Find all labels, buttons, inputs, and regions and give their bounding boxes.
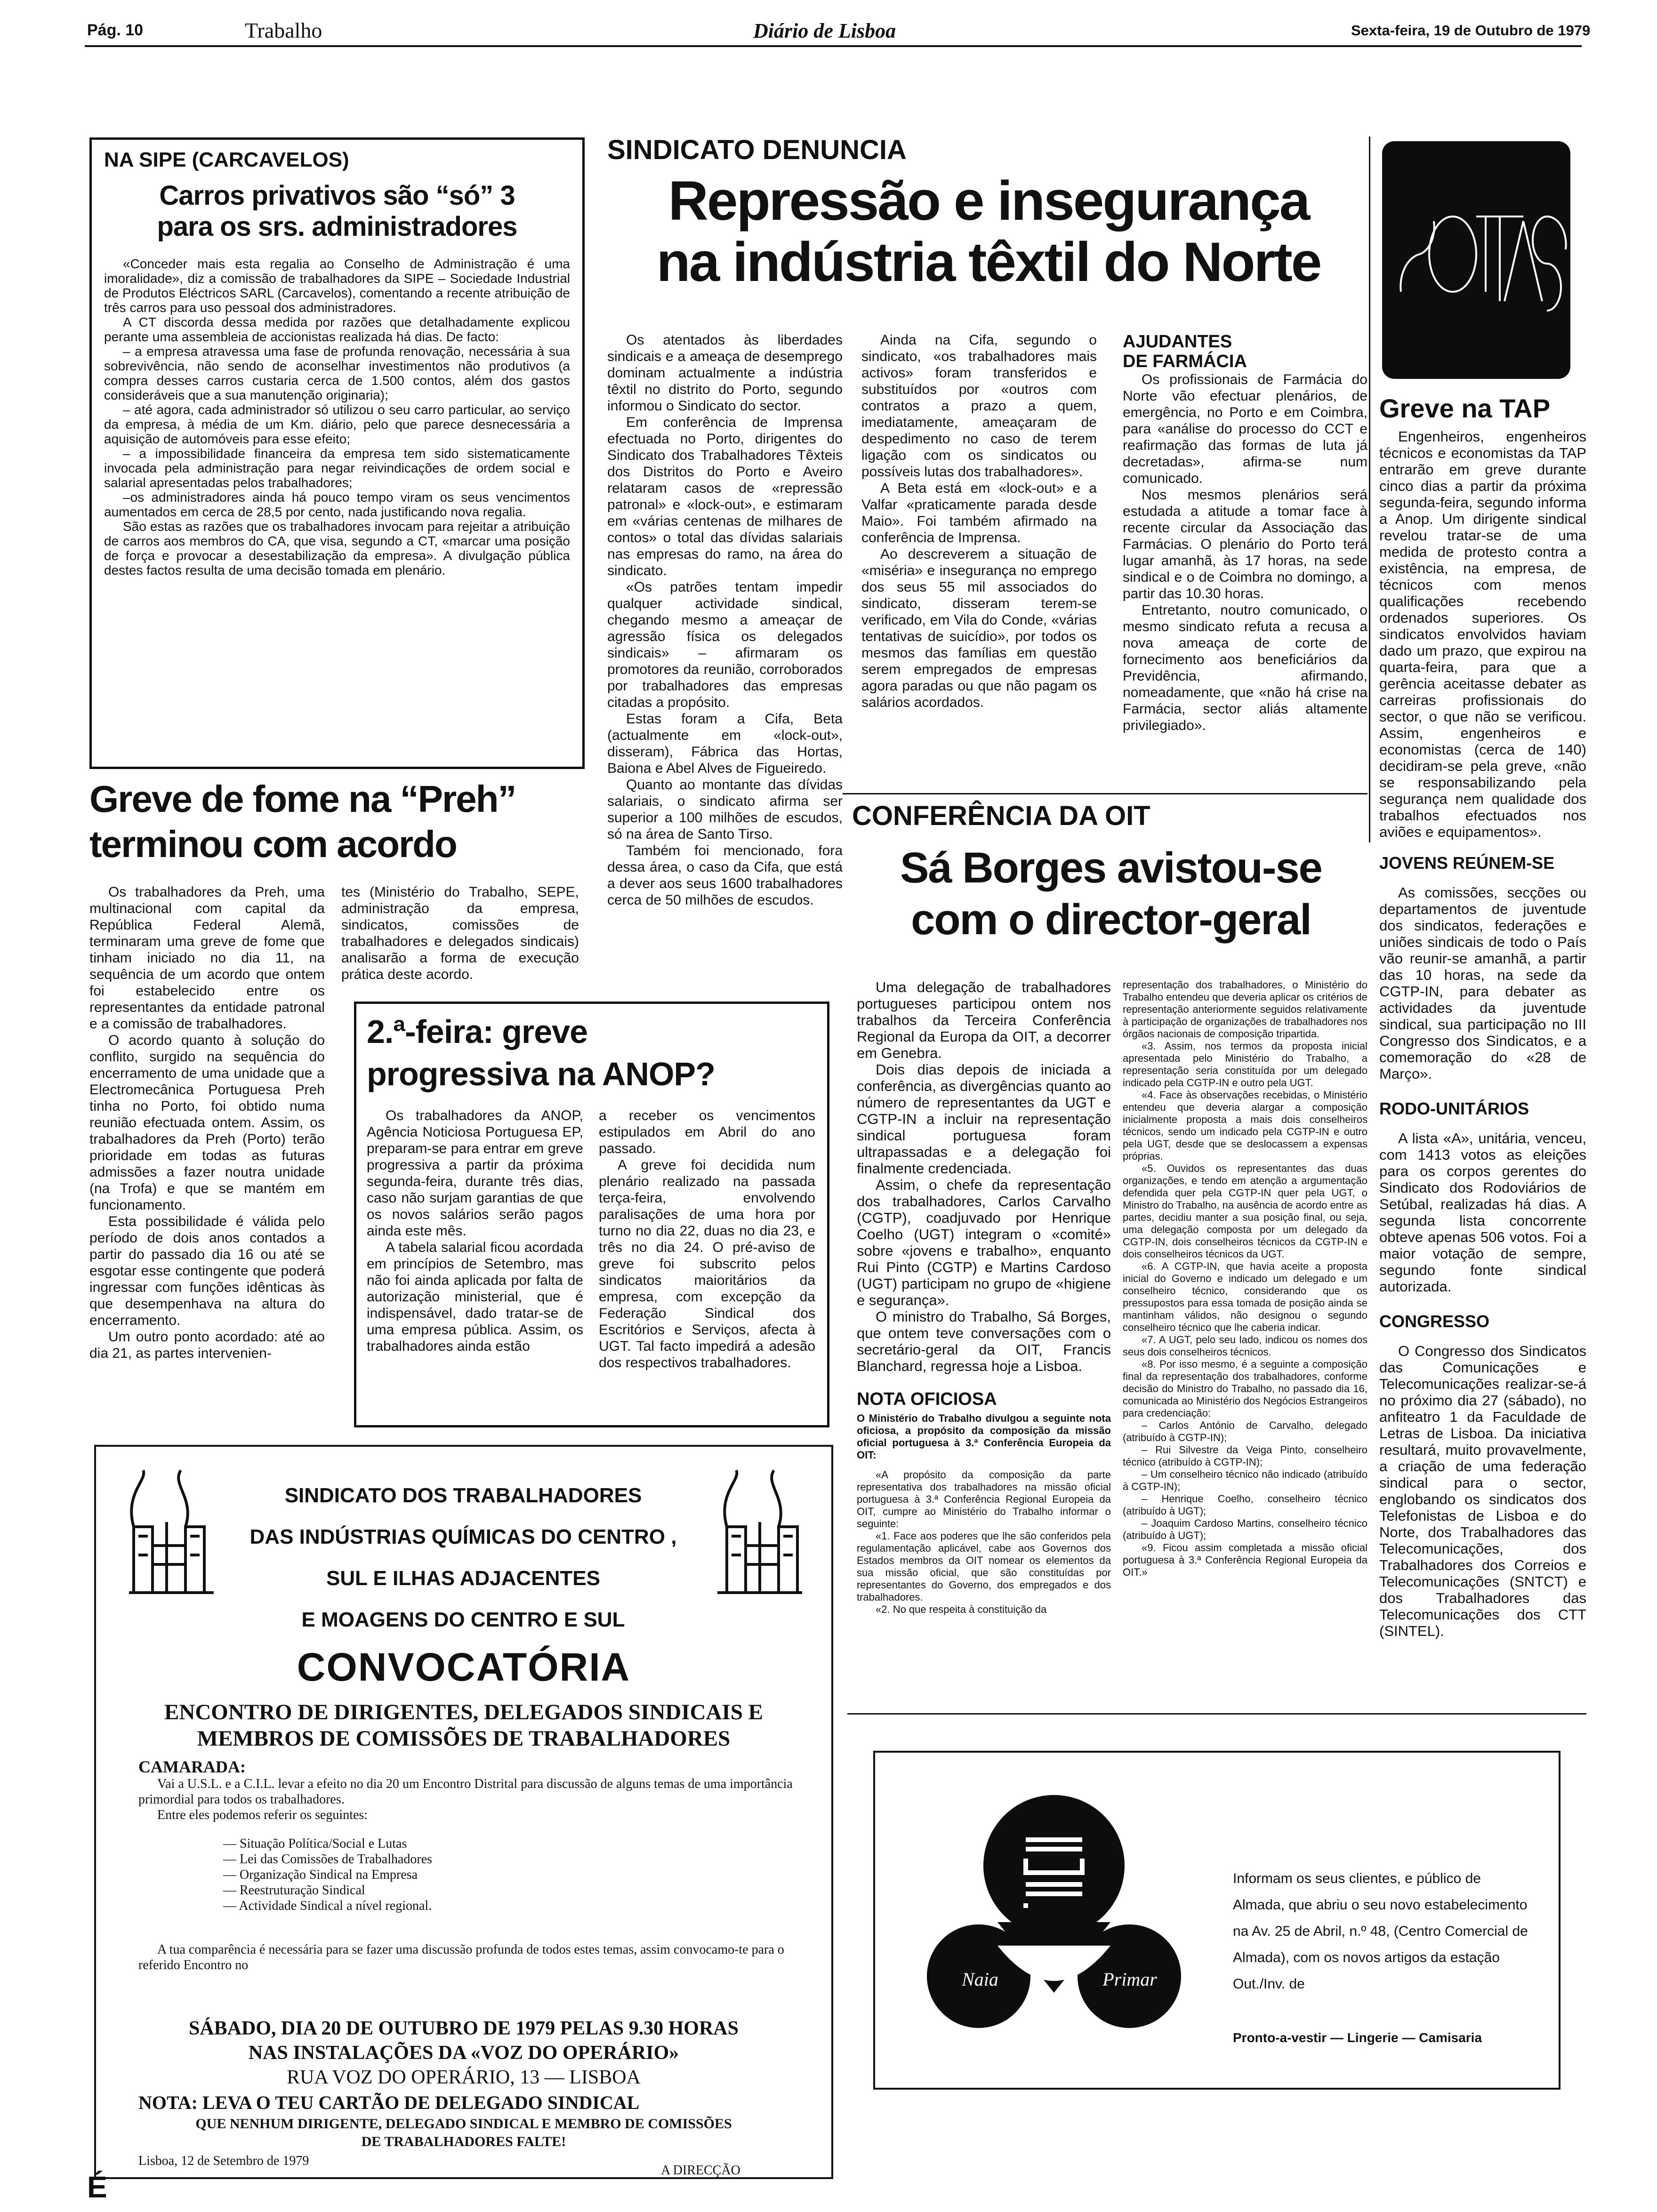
factory-icon [713,1466,812,1597]
brand-primar: Primar [1102,1969,1157,1990]
paragraph: O ministro do Trabalho, Sá Borges, que ontem teve conversações com o secretário-geral da OIT, Francis Blanchard, regressa hoje a Lisboa. [857,1308,1111,1374]
paragraph: «Os patrões tentam impedir qualquer actividade sindical, chegando mesmo a ameaçar de agressão física os delegados sindicais» – afirmaram os promotores da reunião, corroborados por trabalhadores das empresas citadas a propósito. [607,579,843,710]
nota-title: NOTA OFICIOSA [857,1389,997,1409]
closing-line2: DE TRABALHADORES FALTE! [361,2134,566,2149]
sipe-body [104,256,570,577]
closing-line1: QUE NENHUM DIRIGENTE, DELEGADO SINDICAL E MEMBRO DE COMISSÕES [195,2116,732,2132]
jovens-title: JOVENS REÚNEM-SE [1379,853,1555,873]
sipe-title-line2: para os srs. administradores [157,211,517,242]
paragraph: – a impossibilidade financeira da empresa tem sido sistematicamente invocada pela administração para negar reivindicações de ordem social e salarial apresentadas pelos trabalhadores; [104,446,570,490]
preh-col2 [341,884,579,983]
convocatoria-body [138,1757,797,1973]
paragraph: Estas foram a Cifa, Beta (actualmente em «lock-out», disseram), Fábrica das Hortas, Baiona e Abel Alves de Figueiredo. [607,711,843,776]
camarada-label: CAMARADA: [138,1757,246,1776]
farmacia-kicker-line1: AJUDANTES [1123,332,1232,352]
meeting-details [96,2016,831,2090]
meeting-when: SÁBADO, DIA 20 DE OUTUBRO DE 1979 PELAS 9.30 HORAS [188,2018,739,2039]
preh-col1 [89,884,325,1362]
page-number: Pág. 10 [87,21,144,39]
farmacia-body [1123,371,1367,734]
naia-primar-ad [873,1751,1560,2090]
list-item: — Organização Sindical na Empresa [223,1867,418,1882]
closing-appeal [96,2115,831,2151]
ad-tagline: Pronto-a-vestir — Lingerie — Camisaria [1233,2030,1482,2045]
jovens-body: As comissões, secções ou departamentos de juventude dos sindicatos, federações e uniões sindicais de todo o País vão reunir-se amanhã, a partir das 10 horas, na sede da CGTP-IN, para debater as actividades da juventude sindical, sua participação no III Congresso dos Sindicatos, e a comemoração do «28 de Março». [1379,884,1586,1082]
sipe-kicker: NA SIPE (CARCAVELOS) [104,148,349,171]
paragraph: Em conferência de Imprensa efectuada no Porto, dirigentes do Sindicato dos Trabalhadores Têxteis dos Distritos do Porto e Aveiro relataram casos de «repressão patronal» e «lock-out», e estimaram em «várias centenas de milhares de contos» o total das dívidas salariais nas empresas do ramo, na área do sindicato. [607,415,843,578]
textil-title [607,170,1370,293]
paragraph: – a empresa atravessa uma fase de profunda renovação, necessária à sua sobrevivência, não sendo de aconselhar investimentos não produtivos (a compra desses carros custaria cerca de 1.500 contos, além dos gastos consideráveis que a sua manutenção originaria); [104,344,570,402]
rodo-title: RODO-UNITÁRIOS [1379,1099,1529,1118]
paragraph: Dois dias depois de iniciada a conferência, as divergências quanto ao número de representantes da UGT e CGTP-IN a incluir na representação sindical portuguesa foram ultrapassadas e a delegação foi finalmente credenciada. [857,1061,1111,1177]
appeal-text: A tua comparência é necessária para se fazer uma discussão profunda de todos estes temas, assim convocamo-te para o referido Encontro no [138,1942,784,1972]
union-line4: E MOAGENS DO CENTRO E SUL [301,1608,625,1631]
oit-col2 [1123,979,1367,1579]
convocatoria-title: CONVOCATÓRIA [297,1645,631,1689]
rodo-body: A lista «A», unitária, venceu, com 1413 votos as eleições para os corpos gerentes do Sindicato dos Rodoviários de Setúbal, realizadas há dias. A segunda lista concorrente obteve apenas 506 votos. Foi a maior votação de sempre, segundo fonte sindical autorizada. [1379,1130,1586,1295]
anop-col2 [599,1107,815,1371]
paragraph: «3. Assim, nos termos da proposta inicial apresentada pelo Ministério do Trabalho, a representação seria constituída por um delegado indicado pela CGTP-IN e outro pela UGT. [1123,1040,1367,1089]
nota-body [857,1469,1111,1616]
intro-text: Vai a U.S.L. e a C.I.L. levar a efeito no dia 20 um Encontro Distrital para discussão de alguns temas de uma importância primordial para todos os trabalhadores. [138,1777,793,1807]
nota-line: NOTA: LEVA O TEU CARTÃO DE DELEGADO SINDICAL [138,2092,640,2113]
paragraph: Os profissionais de Farmácia do Norte vão efectuar plenários, de emergência, no Porto e em Coimbra, para «análise do processo do CCT e reafirmação das formas de luta já decretadas», afirma-se num comunicado. [1123,372,1367,486]
oit-article [852,800,1370,1615]
naia-primar-logo [922,1790,1186,2044]
paragraph: Uma delegação de trabalhadores portugueses participou ontem nos trabalhos da Terceira Conferência Regional da Europa da OIT, a decorrer em Genebra. [857,979,1111,1061]
list-item: — Reestruturação Sindical [223,1883,365,1898]
paragraph: – até agora, cada administrador só utilizou o seu carro particular, ao serviço da empresa, à média de um Km. diário, pelo que parece desnecessária a aquisição de automóveis para esse efeito; [104,402,570,446]
section-name: Trabalho [245,18,322,42]
anop-article [354,1002,829,1427]
meeting-where: NAS INSTALAÇÕES DA «VOZ DO OPERÁRIO» [248,2042,679,2064]
convocatoria-subtitle [96,1699,831,1752]
letter-date: Lisboa, 12 de Setembro de 1979 [138,2154,309,2168]
paragraph: «5. Ouvidos os representantes das duas organizações, e tendo em atenção a argumentação defendida quer pela CGTP-IN quer pela UGT, o Ministro do Trabalho, na ausência de acordo entre as partes, decidiu manter a sua posição final, ou seja, uma delegação composta por um delegado da CGTP-IN, dois conselheiros técnicos da CGTP-IN e dois conselheiros técnicos da UGT. [1123,1162,1367,1260]
paragraph: –os administradores ainda há pouco tempo viram os seus vencimentos aumentados em cerca de 28,5 por cento, nada justificando nova regalia. [104,490,570,519]
farmacia-kicker [1123,332,1367,371]
paper-name: Diário de Lisboa [753,19,896,42]
anop-title [367,1010,817,1095]
paragraph: Ainda na Cifa, segundo o sindicato, «os trabalhadores mais activos» foram transferidos e substituídos por «outros com contratos a prazo a quem, imediatamente, ameaçaram de despedimento no caso de terem ligação com os sindicatos ou possíveis lutas dos trabalhadores». [861,332,1097,480]
sipe-title-line1: Carros privativos são “só” 3 [159,180,515,211]
paragraph: A tabela salarial ficou acordada em princípios de Setembro, mas não foi ainda aplicada por falta de autorização ministerial, que é indispensável, dado tratar-se de uma empresa pública. Assim, os trabalhadores ainda estão [367,1240,583,1354]
soltas-logo [1382,141,1570,379]
union-line2: DAS INDÚSTRIAS QUÍMICAS DO CENTRO , [249,1525,677,1548]
preh-title [89,777,579,867]
list-item: — Lei das Comissões de Trabalhadores [223,1852,433,1867]
anop-col1 [367,1107,583,1354]
intro-text-2: Entre eles podemos referir os seguintes: [157,1808,368,1822]
union-line3: SUL E ILHAS ADJACENTES [326,1567,600,1590]
union-name [218,1475,708,1641]
soltas-logo-text: SOLTAS [1382,141,1384,142]
brand-naia: Naia [962,1969,998,1990]
footer-mark: É [87,2170,107,2204]
oit-title-line2: com o director-geral [911,896,1311,944]
textil-col2 [861,332,1097,711]
congresso-title: CONGRESSO [1379,1312,1490,1331]
congresso-body: O Congresso dos Sindicatos das Comunicações e Telecomunicações realizar-se-á no próximo dia 27 (sábado), no anfiteatro 1 da Faculdade de Letras de Lisboa. Da iniciativa resultará, muito provavelmente, a criação de uma federação sindical para o sector, englobando os sindicatos dos Telefonistas de Lisboa e do Norte, dos Trabalhadores das Telecomunicações, dos Trabalhadores dos Correios e Telecomunicações (SNTCT) e dos Trabalhadores das Telecomunicações dos CTT (SINTEL). [1379,1343,1586,1639]
paragraph: Um outro ponto acordado: até ao dia 21, as partes intervenien- [89,1329,325,1361]
paragraph: A CT discorda dessa medida por razões que detalhadamente explicou perante uma assembleia de accionistas realizada há dias. De facto: [104,315,570,344]
oit-top-rule [843,793,1367,794]
sipe-title [104,180,570,242]
paragraph: representação dos trabalhadores, o Ministério do Trabalho entendeu que deveria aplicar os critérios de representação anteriormente seguidos relativamente à participação de organizações de trabalhadores nos órgãos nacionais de composição tripartida. [1123,979,1367,1040]
anop-title-line1: 2.ª-feira: greve [367,1013,588,1050]
textil-title-line1: Repressão e insegurança [668,170,1309,232]
farmacia-kicker-line2: DE FARMÁCIA [1123,352,1247,371]
anop-title-line2: progressiva na ANOP? [367,1056,715,1092]
paragraph: Quanto ao montante das dívidas salariais, o sindicato afirma ser superior a 100 milhões de escudos, só na área de Santo Tirso. [607,777,843,842]
topics-list [223,1836,797,1914]
paragraph: Assim, o chefe da representação dos trabalhadores, Carlos Carvalho (CGTP), coadjuvado por Henrique Coelho (UGT) integram o «comité» sobre «jovens e trabalho», enquanto Rui Pinto (CGTP) e Martins Cardoso (UGT) participam no grupo de «higiene e segurança». [857,1177,1111,1308]
paragraph: «4. Face às observações recebidas, o Ministério entendeu que deveria alargar a composição inicialmente proposta a mais dois conselheiros técnicos, sendo um indicado pela CGTP-IN e outro pela UGT, desde que se deslocassem a expensas próprias. [1123,1089,1367,1162]
paragraph: São estas as razões que os trabalhadores invocam para rejeitar a atribuição de carros aos membros do CA, que visa, segundo a CT, «marcar uma posição de força e provocar a desestabilização da empresa». A divulgação pública destes factos resulta de uma decisão tomada em plenário. [104,519,570,577]
paragraph: «1. Face aos poderes que lhe são conferidos pela regulamentação aplicável, cabe aos Governos dos Estados membros da OIT nomear os elementos da sua missão oficial, que são constituídas por representantes do Governo, dos empregados e dos trabalhadores. [857,1530,1111,1603]
paragraph: «6. A CGTP-IN, que havia aceite a proposta inicial do Governo e indicado um delegado e um conselheiro técnico, considerando que os pressupostos para essa tomada de posição ainda se mantinham válidos, não designou o segundo conselheiro técnico que lhe caberia indicar. [1123,1260,1367,1333]
paragraph: Os trabalhadores da Preh, uma multinacional com capital da República Federal Alemã, terminaram uma greve de fome que tinham iniciado no dia 11, na sequência de um acordo que ontem foi estabelecido entre os representantes da entidade patronal e a comissão de trabalhadores. [89,884,325,1032]
oit-kicker: CONFERÊNCIA DA OIT [852,801,1150,831]
preh-title-line1: Greve de fome na “Preh” [89,778,516,820]
column-divider [1369,136,1370,842]
paragraph: Entretanto, noutro comunicado, o mesmo sindicato refuta a recusa a nova ameaça de corte de fornecimento aos beneficiários da Previdência, afirmando, nomeadamente, que «não há crise na Farmácia, sector aliás altamente privilegiado». [1123,602,1367,733]
paragraph: – Carlos António de Carvalho, delegado (atribuído à CGTP-IN); [1123,1419,1367,1443]
paragraph: O acordo quanto à solução do conflito, surgido na sequência do encerramento de uma unidade que a Electromecânica Portuguesa Preh tinha no Porto, foi obtido numa reunião efectuada ontem. Assim, os trabalhadores da Preh (Porto) terão prioridade em todas as futuras admissões a fazer noutra unidade (na Trofa) e que se mantém em funcionamento. [89,1033,325,1213]
paragraph: «8. Por isso mesmo, é a seguinte a composição final da representação dos trabalhadores, conforme decisão do Ministro do Trabalho, no passado dia 16, comunicada ao Ministério dos Negócios Estrangeiros para credenciação: [1123,1358,1367,1419]
paragraph: «9. Ficou assim completada a missão oficial portuguesa à 3.ª Conferência Regional Europeia da OIT.» [1123,1542,1367,1578]
paragraph: Também foi mencionado, fora dessa área, o caso da Cifa, que está a dever aos seus 1600 trabalhadores cerca de 50 milhões de escudos. [607,843,843,908]
union-line1: SINDICATO DOS TRABALHADORES [284,1484,642,1507]
ad-text: Informam os seus clientes, e público de Almada, que abriu o seu novo estabelecimento na Av. 25 de Abril, n.º 48, (Centro Comercial de Almada), com os novos artigos da estação Out./Inv. de [1233,1871,1528,1992]
masthead [0,0,1657,52]
paragraph: Ao descreverem a situação de «miséria» e insegurança no emprego dos seus 55 mil associados do sindicato, disseram terem-se verificado, em Vila do Conde, «várias tentativas de suicídio», por todos os mesmos das famílias em questão serem empregados de empresas agora paradas ou que não pagam os salários acordados. [861,546,1097,710]
soltas-logo-art [1382,141,1570,379]
subtitle-line1: ENCONTRO DE DIRIGENTES, DELEGADOS SINDICAIS E [164,1700,763,1724]
paragraph: «A propósito da composição da parte representativa dos trabalhadores na missão oficial portuguesa à 3.ª Conferência Regional Europeia da OIT, cumpre ao Ministério do Trabalho informar o seguinte: [857,1469,1111,1530]
paragraph: – Joaquim Cardoso Martins, conselheiro técnico (atribuído à UGT); [1123,1517,1367,1541]
ad-top-rule [847,1713,1586,1715]
paragraph: «Conceder mais esta regalia ao Conselho de Administração é uma imoralidade», diz a comissão de trabalhadores da SIPE – Sociedade Industrial de Produtos Eléctricos SARL (Carcavelos), comentando a recente atribuição de três carros para uso pessoal dos administradores. [104,256,570,315]
paragraph: – Um conselheiro técnico não indicado (atribuído à CGTP-IN); [1123,1468,1367,1492]
paragraph: a receber os vencimentos estipulados em Abril do ano passado. [599,1108,815,1156]
nota-lead: O Ministério do Trabalho divulgou a seguinte nota oficiosa, a propósito da composição da missão oficial portuguesa à 3.ª Conferência Europeia da OIT: [857,1412,1111,1461]
issue-date: Sexta-feira, 19 de Outubro de 1979 [1351,22,1591,39]
tap-title: Greve na TAP [1379,393,1551,423]
paragraph: A Beta está em «lock-out» e a Valfar «praticamente parada desde Maio». Foi também afirmado na conferência de Imprensa. [861,481,1097,545]
meeting-address: RUA VOZ DO OPERÁRIO, 13 — LISBOA [287,2067,641,2088]
paragraph: – Henrique Coelho, conselheiro técnico (atribuído à UGT); [1123,1493,1367,1517]
paragraph: Os atentados às liberdades sindicais e a ameaça de desemprego dominam actualmente a indústria têxtil no distrito do Porto, segundo informou o Sindicato do sector. [607,332,843,414]
signature: A DIRECÇÃO [661,2163,740,2178]
tap-body: Engenheiros, engenheiros técnicos e economistas da TAP entrarão em greve durante cinco dias a partir da próxima segunda-feira, segundo informa a Anop. Um dirigente sindical revelou tratar-se de uma medida de protesto contra a existência, na empresa, de técnicos com menos qualificações recebendo ordenados superiores. Os sindicatos envolvidos haviam dado um prazo, que expirou na quarta-feira, para que a gerência aceitasse debater as carreiras profissionais do sector, o que não se verificou. Assim, engenheiros e economistas (cerca de 140) decidiram-se pela greve, «não se responsabilizando pela segurança nem qualidade dos trabalhos efectuados nos aviões e equipamentos». [1379,428,1586,840]
subtitle-line2: MEMBROS DE COMISSÕES DE TRABALHADORES [197,1726,731,1751]
oit-title-line1: Sá Borges avistou-se [900,844,1322,892]
factory-icon [120,1466,218,1597]
sipe-article [89,137,585,769]
paragraph: Nos mesmos plenários será estudada a atitude a tomar face à recente circular da Associação das Farmácias. O plenário do Porto terá lugar amanhã, às 17 horas, na sede sindical e o de Coimbra no domingo, a partir das 10.30 horas. [1123,487,1367,601]
convocatoria-ad [94,1445,833,2179]
paragraph: «7. A UGT, pelo seu lado, indicou os nomes dos seus dois conselheiros técnicos. [1123,1334,1367,1358]
paragraph: «2. No que respeita à constituição da [876,1603,1047,1615]
oit-col1 [857,979,1111,1616]
textil-col1 [607,332,843,908]
list-item: — Actividade Sindical a nível regional. [223,1899,432,1913]
preh-title-line2: terminou com acordo [89,823,457,865]
soltas-column [1379,141,1586,1741]
paragraph: A greve foi decidida num plenário realizado na passada terça-feira, envolvendo paralisações de uma hora por turno no dia 22, duas no dia 23, e três no dia 24. O pré-aviso de greve foi subscrito pelos sindicatos maioritários da empresa, com excepção da Federação Sindical dos Escritórios e Serviços, afecta à UGT. Tal facto impedirá a adesão dos respectivos trabalhadores. [599,1157,815,1370]
oit-title [852,842,1370,946]
masthead-rule [85,45,1582,47]
paragraph: tes (Ministério do Trabalho, SEPE, administração da empresa, sindicatos, comissões de trabalhadores e delegados sindicais) analisarão a forma de execução prática deste acordo. [341,884,579,982]
list-item: — Situação Política/Social e Lutas [223,1836,407,1851]
textil-title-line2: na indústria têxtil do Norte [656,231,1321,293]
paragraph: – Rui Silvestre da Veiga Pinto, conselheiro técnico (atribuído à CGTP-IN); [1123,1444,1367,1468]
farmacia-article [1123,332,1367,734]
paragraph: Esta possibilidade é válida pelo período de dois anos contados a partir do passado dia 16 ou até se esgotar esse contingente que poderá ingressar com funções idênticas às que desempenhava na altura do encerramento. [89,1214,325,1328]
paragraph: Os trabalhadores da ANOP, Agência Noticiosa Portuguesa EP, preparam-se para entrar em greve progressiva a partir da próxima segunda-feira, durante três dias, caso não surjam garantias de que os novos salários serão pagos ainda este mês. [367,1108,583,1239]
textil-kicker: SINDICATO DENUNCIA [607,135,907,165]
